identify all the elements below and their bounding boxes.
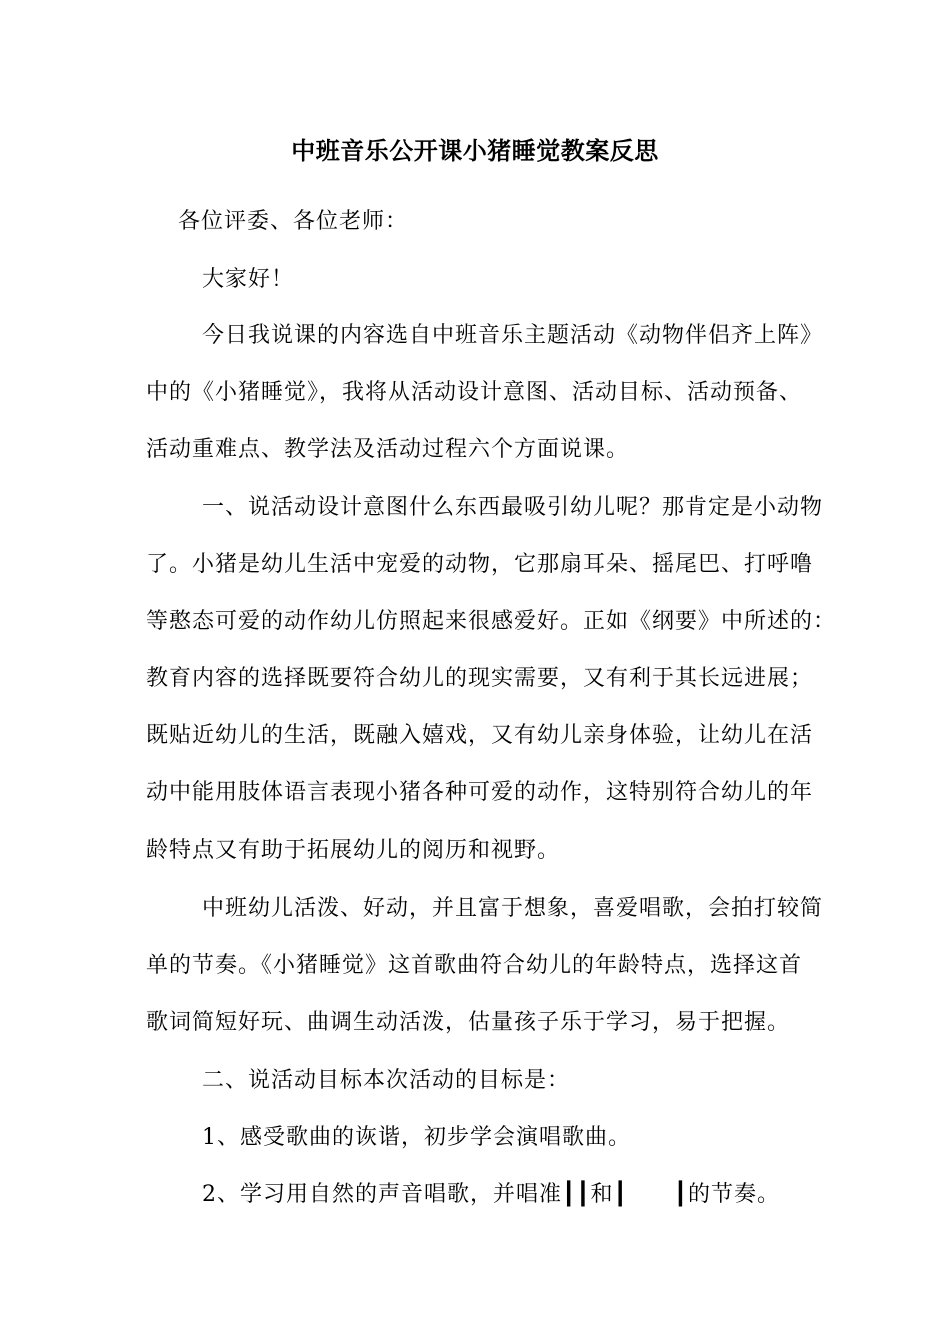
paragraph-line: 了。小猪是幼儿生活中宠爱的动物，它那扇耳朵、摇尾巴、打呼噜 <box>146 552 814 577</box>
greeting-line: 大家好！ <box>202 267 295 292</box>
paragraph-line: 单的节奏。《小猪睡觉》这首歌曲符合幼儿的年龄特点，选择这首 <box>146 953 803 978</box>
objective-line: 2、学习用自然的声音唱歌，并唱准┃┃和┃ ┃的节奏。 <box>202 1182 780 1207</box>
salutation-line: 各位评委、各位老师： <box>178 209 409 234</box>
paragraph-line: 一、说活动设计意图什么东西最吸引幼儿呢？那肯定是小动物 <box>202 495 824 520</box>
objective-line: 1、感受歌曲的诙谐，初步学会演唱歌曲。 <box>202 1125 631 1150</box>
section-heading-line: 二、说活动目标本次活动的目标是： <box>202 1068 571 1093</box>
paragraph-line: 教育内容的选择既要符合幼儿的现实需要，又有利于其长远进展； <box>146 666 814 691</box>
paragraph-line: 动中能用肢体语言表现小猪各种可爱的动作，这特别符合幼儿的年 <box>146 780 814 805</box>
paragraph-line: 龄特点又有助于拓展幼儿的阅历和视野。 <box>146 838 561 863</box>
paragraph-line: 今日我说课的内容选自中班音乐主题活动《动物伴侣齐上阵》 <box>202 323 824 348</box>
paragraph-line: 既贴近幼儿的生活，既融入嬉戏，又有幼儿亲身体验，让幼儿在活 <box>146 723 814 748</box>
paragraph-line: 活动重难点、教学法及活动过程六个方面说课。 <box>146 437 630 462</box>
document-title: 中班音乐公开课小猪睡觉教案反思 <box>291 136 659 165</box>
paragraph-line: 歌词简短好玩、曲调生动活泼，估量孩子乐于学习，易于把握。 <box>146 1010 791 1035</box>
paragraph-line: 中班幼儿活泼、好动，并且富于想象，喜爱唱歌，会拍打较简 <box>202 896 824 921</box>
paragraph-line: 中的《小猪睡觉》，我将从活动设计意图、活动目标、活动预备、 <box>146 380 803 405</box>
paragraph-line: 等憨态可爱的动作幼儿仿照起来很感爱好。正如《纲要》中所述的： <box>146 609 837 634</box>
